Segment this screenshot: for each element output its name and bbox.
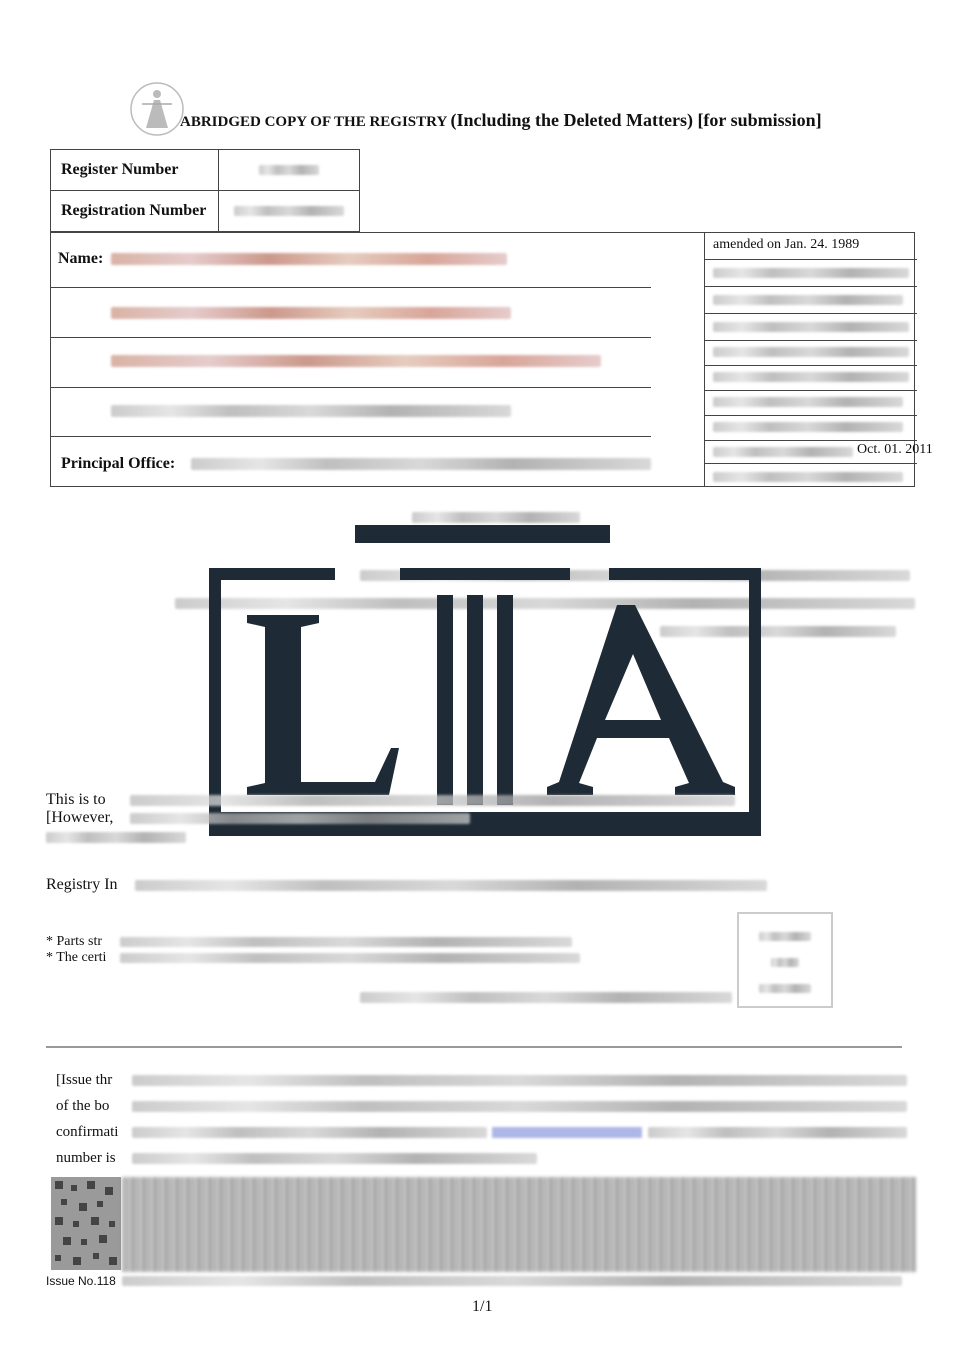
note-2: * The certi (46, 950, 107, 965)
issue-number-label: Issue No.118 (46, 1274, 116, 1288)
registered-cell-1 (705, 260, 917, 287)
blurred-date-line (46, 832, 186, 843)
address-change-date: Oct. 01. 2011 (857, 442, 933, 457)
blurred-text-line (132, 1101, 907, 1112)
amended-cell-3 (705, 339, 917, 366)
barcode (122, 1177, 916, 1272)
registry-office-text: Registry In (46, 876, 118, 893)
page-number: 1/1 (472, 1298, 493, 1315)
certify-line-2: [However, (46, 809, 114, 826)
issue-line-1: [Issue thr (56, 1072, 113, 1088)
document-title (180, 110, 822, 131)
title-sub: (Including the Deleted Matters) [for submission] (450, 110, 822, 130)
divider (46, 1046, 902, 1048)
blurred-text-line (132, 1127, 487, 1138)
name-label: Name: (58, 250, 104, 267)
blurred-text-line (130, 795, 735, 806)
registered-cell-2 (705, 314, 917, 341)
registered-cell-4 (705, 414, 917, 441)
blurred-text-line (120, 953, 580, 963)
name-row-3 (51, 337, 651, 388)
registration-number-label: Registration Number (51, 191, 219, 232)
blurred-text-line (120, 937, 572, 947)
address-registered-cell (705, 464, 917, 490)
register-number-label: Register Number (51, 150, 219, 191)
name-row-2 (51, 287, 651, 338)
register-number-value (219, 150, 360, 191)
title-main: ABRIDGED COPY OF THE REGISTRY (180, 114, 447, 130)
name-value-2 (111, 307, 511, 319)
principal-office-row (51, 436, 651, 486)
registered-cell-3 (705, 364, 917, 391)
issue-line-3: confirmati (56, 1124, 119, 1140)
amended-cell-4 (705, 389, 917, 416)
name-row-1 (51, 233, 651, 288)
registration-number-value (219, 191, 360, 232)
liia-watermark-logo (205, 520, 765, 840)
address-change-cell (705, 439, 933, 464)
registry-link[interactable] (492, 1127, 642, 1138)
name-value-3 (111, 355, 601, 367)
blurred-text-line (130, 813, 470, 824)
blurred-text-line (132, 1075, 907, 1086)
amended-date-1: amended on Jan. 24. 1989 (713, 237, 860, 252)
note-1: * Parts str (46, 934, 102, 949)
amended-cell-1 (705, 233, 917, 260)
principal-office-value (191, 458, 651, 470)
name-value-1 (111, 253, 507, 265)
certify-line-1: This is to (46, 791, 106, 808)
issue-line-4: number is (56, 1150, 116, 1166)
amended-cell-2 (705, 287, 917, 314)
register-number-table (50, 149, 360, 232)
qr-code (51, 1177, 121, 1270)
blurred-officer-line (360, 992, 732, 1003)
court-seal-icon (128, 80, 186, 138)
official-stamp (737, 912, 833, 1008)
name-value-4 (111, 405, 511, 417)
blurred-issue-number (122, 1276, 902, 1286)
blurred-text-line (132, 1153, 537, 1164)
issue-line-2: of the bo (56, 1098, 110, 1114)
blurred-text-line (135, 880, 767, 891)
name-table (50, 232, 933, 487)
amendment-column (704, 233, 933, 486)
name-row-4 (51, 387, 651, 437)
principal-office-label: Principal Office: (61, 455, 176, 472)
blurred-text-line (648, 1127, 907, 1138)
